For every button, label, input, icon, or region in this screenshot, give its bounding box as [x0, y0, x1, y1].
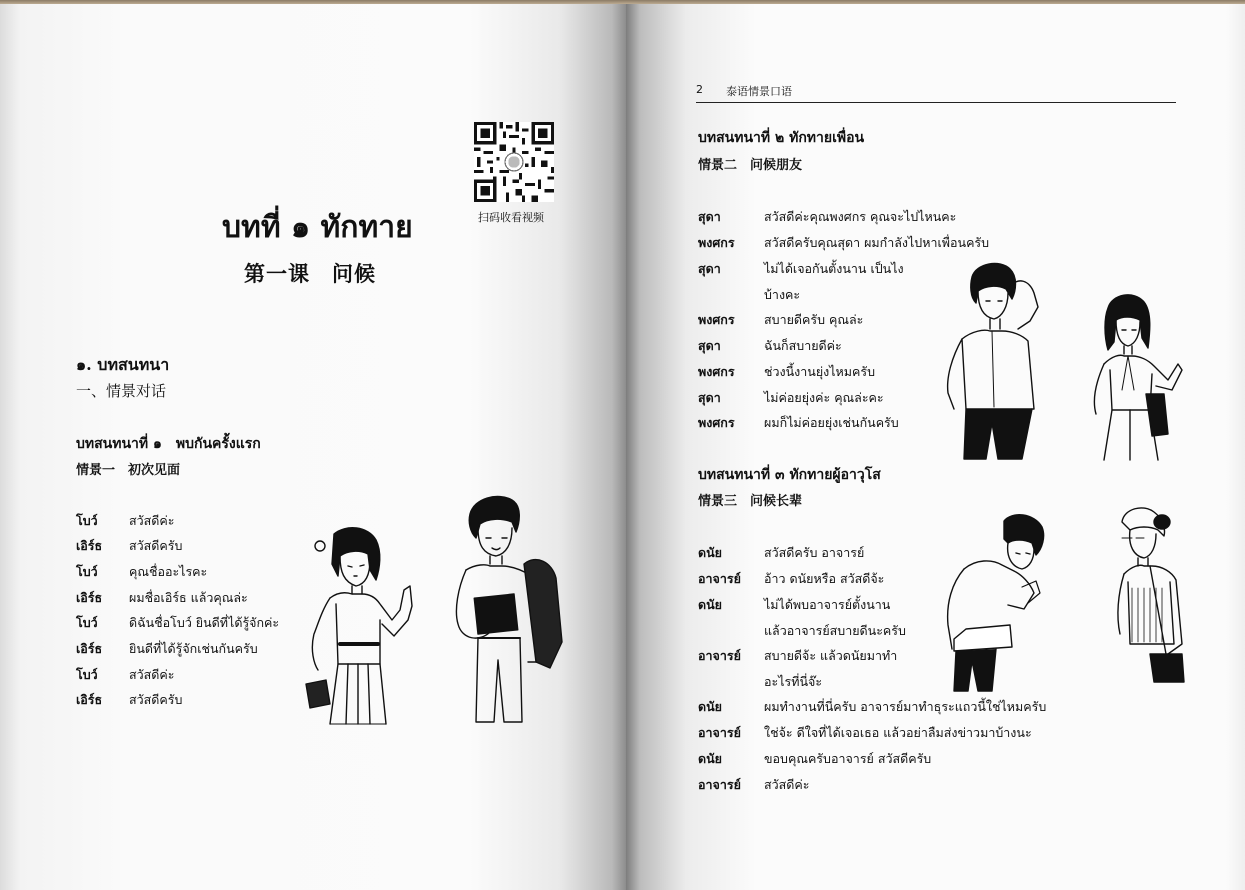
- dialogue-speaker: สุดา: [698, 390, 721, 405]
- dialogue-speaker: อาจารย์: [698, 648, 741, 663]
- dialogue-text: ยินดีที่ได้รู้จักเช่นกันครับ: [129, 641, 258, 656]
- right-page: [626, 4, 1245, 890]
- dialogue-text: สวัสดีครับ อาจารย์: [764, 545, 865, 560]
- dialogue3-title: บทสนทนาที่ ๓ ทักทายผู้อาวุโส: [698, 467, 881, 483]
- dialogue-text-continued: แล้วอาจารย์สบายดีนะครับ: [764, 623, 906, 638]
- dialogue-text: สบายดีจ้ะ แล้วดนัยมาทำ: [764, 648, 898, 663]
- dialogue-speaker: เอิร์ธ: [76, 538, 103, 553]
- dialogue-speaker: โบว์: [76, 667, 98, 682]
- lesson-title: บทที่ ๑ ทักทาย: [222, 210, 413, 245]
- dialogue-speaker: อาจารย์: [698, 571, 741, 586]
- dialogue-text: อ้าว ดนัยหรือ สวัสดีจ้ะ: [764, 571, 885, 586]
- dialogue3-subtitle: 情景三 问候长辈: [698, 494, 803, 509]
- section-heading-cn: 一、情景对话: [76, 382, 167, 400]
- illustration-man-bowing: [926, 509, 1056, 694]
- dialogue-speaker: อาจารย์: [698, 725, 741, 740]
- lesson-subtitle: 第一课 问候: [244, 261, 376, 286]
- dialogue-speaker: ดนัย: [698, 545, 722, 560]
- illustration-woman-greeting-friend: [1082, 290, 1192, 465]
- dialogue-speaker: พงศกร: [698, 364, 735, 379]
- dialogue-speaker: โบว์: [76, 615, 98, 630]
- dialogue-text: ไม่ได้เจอกันตั้งนาน เป็นไง: [764, 261, 904, 276]
- dialogue1-title: บทสนทนาที่ ๑ พบกันครั้งแรก: [76, 436, 261, 452]
- qr-code[interactable]: [474, 122, 554, 202]
- dialogue-speaker: สุดา: [698, 209, 721, 224]
- dialogue-speaker: ดนัย: [698, 751, 722, 766]
- dialogue-text-continued: อะไรที่นี่จ๊ะ: [764, 674, 823, 689]
- dialogue-text: ไม่ค่อยยุ่งค่ะ คุณล่ะคะ: [764, 390, 884, 405]
- dialogue-speaker: ดนัย: [698, 597, 722, 612]
- dialogue-text: ฉันก็สบายดีค่ะ: [764, 338, 842, 353]
- dialogue-text: สวัสดีค่ะ: [129, 667, 175, 682]
- dialogue-text: สวัสดีครับคุณสุดา ผมกำลังไปหาเพื่อนครับ: [764, 235, 990, 250]
- dialogue-text: ผมทำงานที่นี่ครับ อาจารย์มาทำธุระแถวนี้ใช่ไหมครับ: [764, 699, 1047, 714]
- dialogue-text: ช่วงนี้งานยุ่งไหมครับ: [764, 364, 876, 379]
- dialogue-text: สวัสดีครับ: [129, 538, 183, 553]
- illustration-teacher: [1110, 504, 1200, 689]
- dialogue-speaker: พงศกร: [698, 312, 735, 327]
- illustration-boy-with-books: [440, 492, 570, 727]
- page-number: 2: [696, 83, 703, 96]
- dialogue-text: ดิฉันชื่อโบว์ ยินดีที่ได้รู้จักค่ะ: [129, 615, 280, 630]
- illustration-girl-waving: [296, 524, 426, 729]
- dialogue2-subtitle: 情景二 问候朋友: [698, 158, 803, 173]
- header-rule: [696, 102, 1176, 103]
- qr-caption: 扫码收看视频: [478, 211, 544, 224]
- running-title: 泰语情景口语: [726, 85, 792, 98]
- dialogue-speaker: โบว์: [76, 564, 98, 579]
- dialogue-speaker: เอิร์ธ: [76, 692, 103, 707]
- dialogue-speaker: ดนัย: [698, 699, 722, 714]
- dialogue-speaker: เอิร์ธ: [76, 590, 103, 605]
- dialogue-text: สวัสดีค่ะ: [129, 513, 175, 528]
- dialogue2-title: บทสนทนาที่ ๒ ทักทายเพื่อน: [698, 130, 865, 146]
- dialogue-text: ผมชื่อเอิร์ธ แล้วคุณล่ะ: [129, 590, 248, 605]
- dialogue-speaker: พงศกร: [698, 415, 735, 430]
- section-heading-thai: ๑. บทสนทนา: [76, 355, 170, 374]
- dialogue-text: ใช่จ้ะ ดีใจที่ได้เจอเธอ แล้วอย่าลืมส่งข่าวมาบ้างนะ: [764, 725, 1032, 740]
- dialogue-text: สวัสดีค่ะ: [764, 777, 810, 792]
- dialogue-speaker: สุดา: [698, 261, 721, 276]
- dialogue-speaker: พงศกร: [698, 235, 735, 250]
- dialogue-text: สบายดีครับ คุณล่ะ: [764, 312, 864, 327]
- dialogue-speaker: สุดา: [698, 338, 721, 353]
- dialogue1-subtitle: 情景一 初次见面: [76, 463, 181, 478]
- illustration-man-greeting-friend: [932, 259, 1052, 464]
- dialogue-text: สวัสดีครับ: [129, 692, 183, 707]
- dialogue-text: ไม่ได้พบอาจารย์ตั้งนาน: [764, 597, 891, 612]
- dialogue-speaker: อาจารย์: [698, 777, 741, 792]
- dialogue-speaker: โบว์: [76, 513, 98, 528]
- dialogue-text-continued: บ้างคะ: [764, 287, 801, 302]
- dialogue-text: สวัสดีค่ะคุณพงศกร คุณจะไปไหนคะ: [764, 209, 957, 224]
- dialogue-speaker: เอิร์ธ: [76, 641, 103, 656]
- left-page: [0, 4, 626, 890]
- dialogue-text: ผมก็ไม่ค่อยยุ่งเช่นกันครับ: [764, 415, 899, 430]
- dialogue-text: คุณชื่ออะไรคะ: [129, 564, 208, 579]
- dialogue-text: ขอบคุณครับอาจารย์ สวัสดีครับ: [764, 751, 932, 766]
